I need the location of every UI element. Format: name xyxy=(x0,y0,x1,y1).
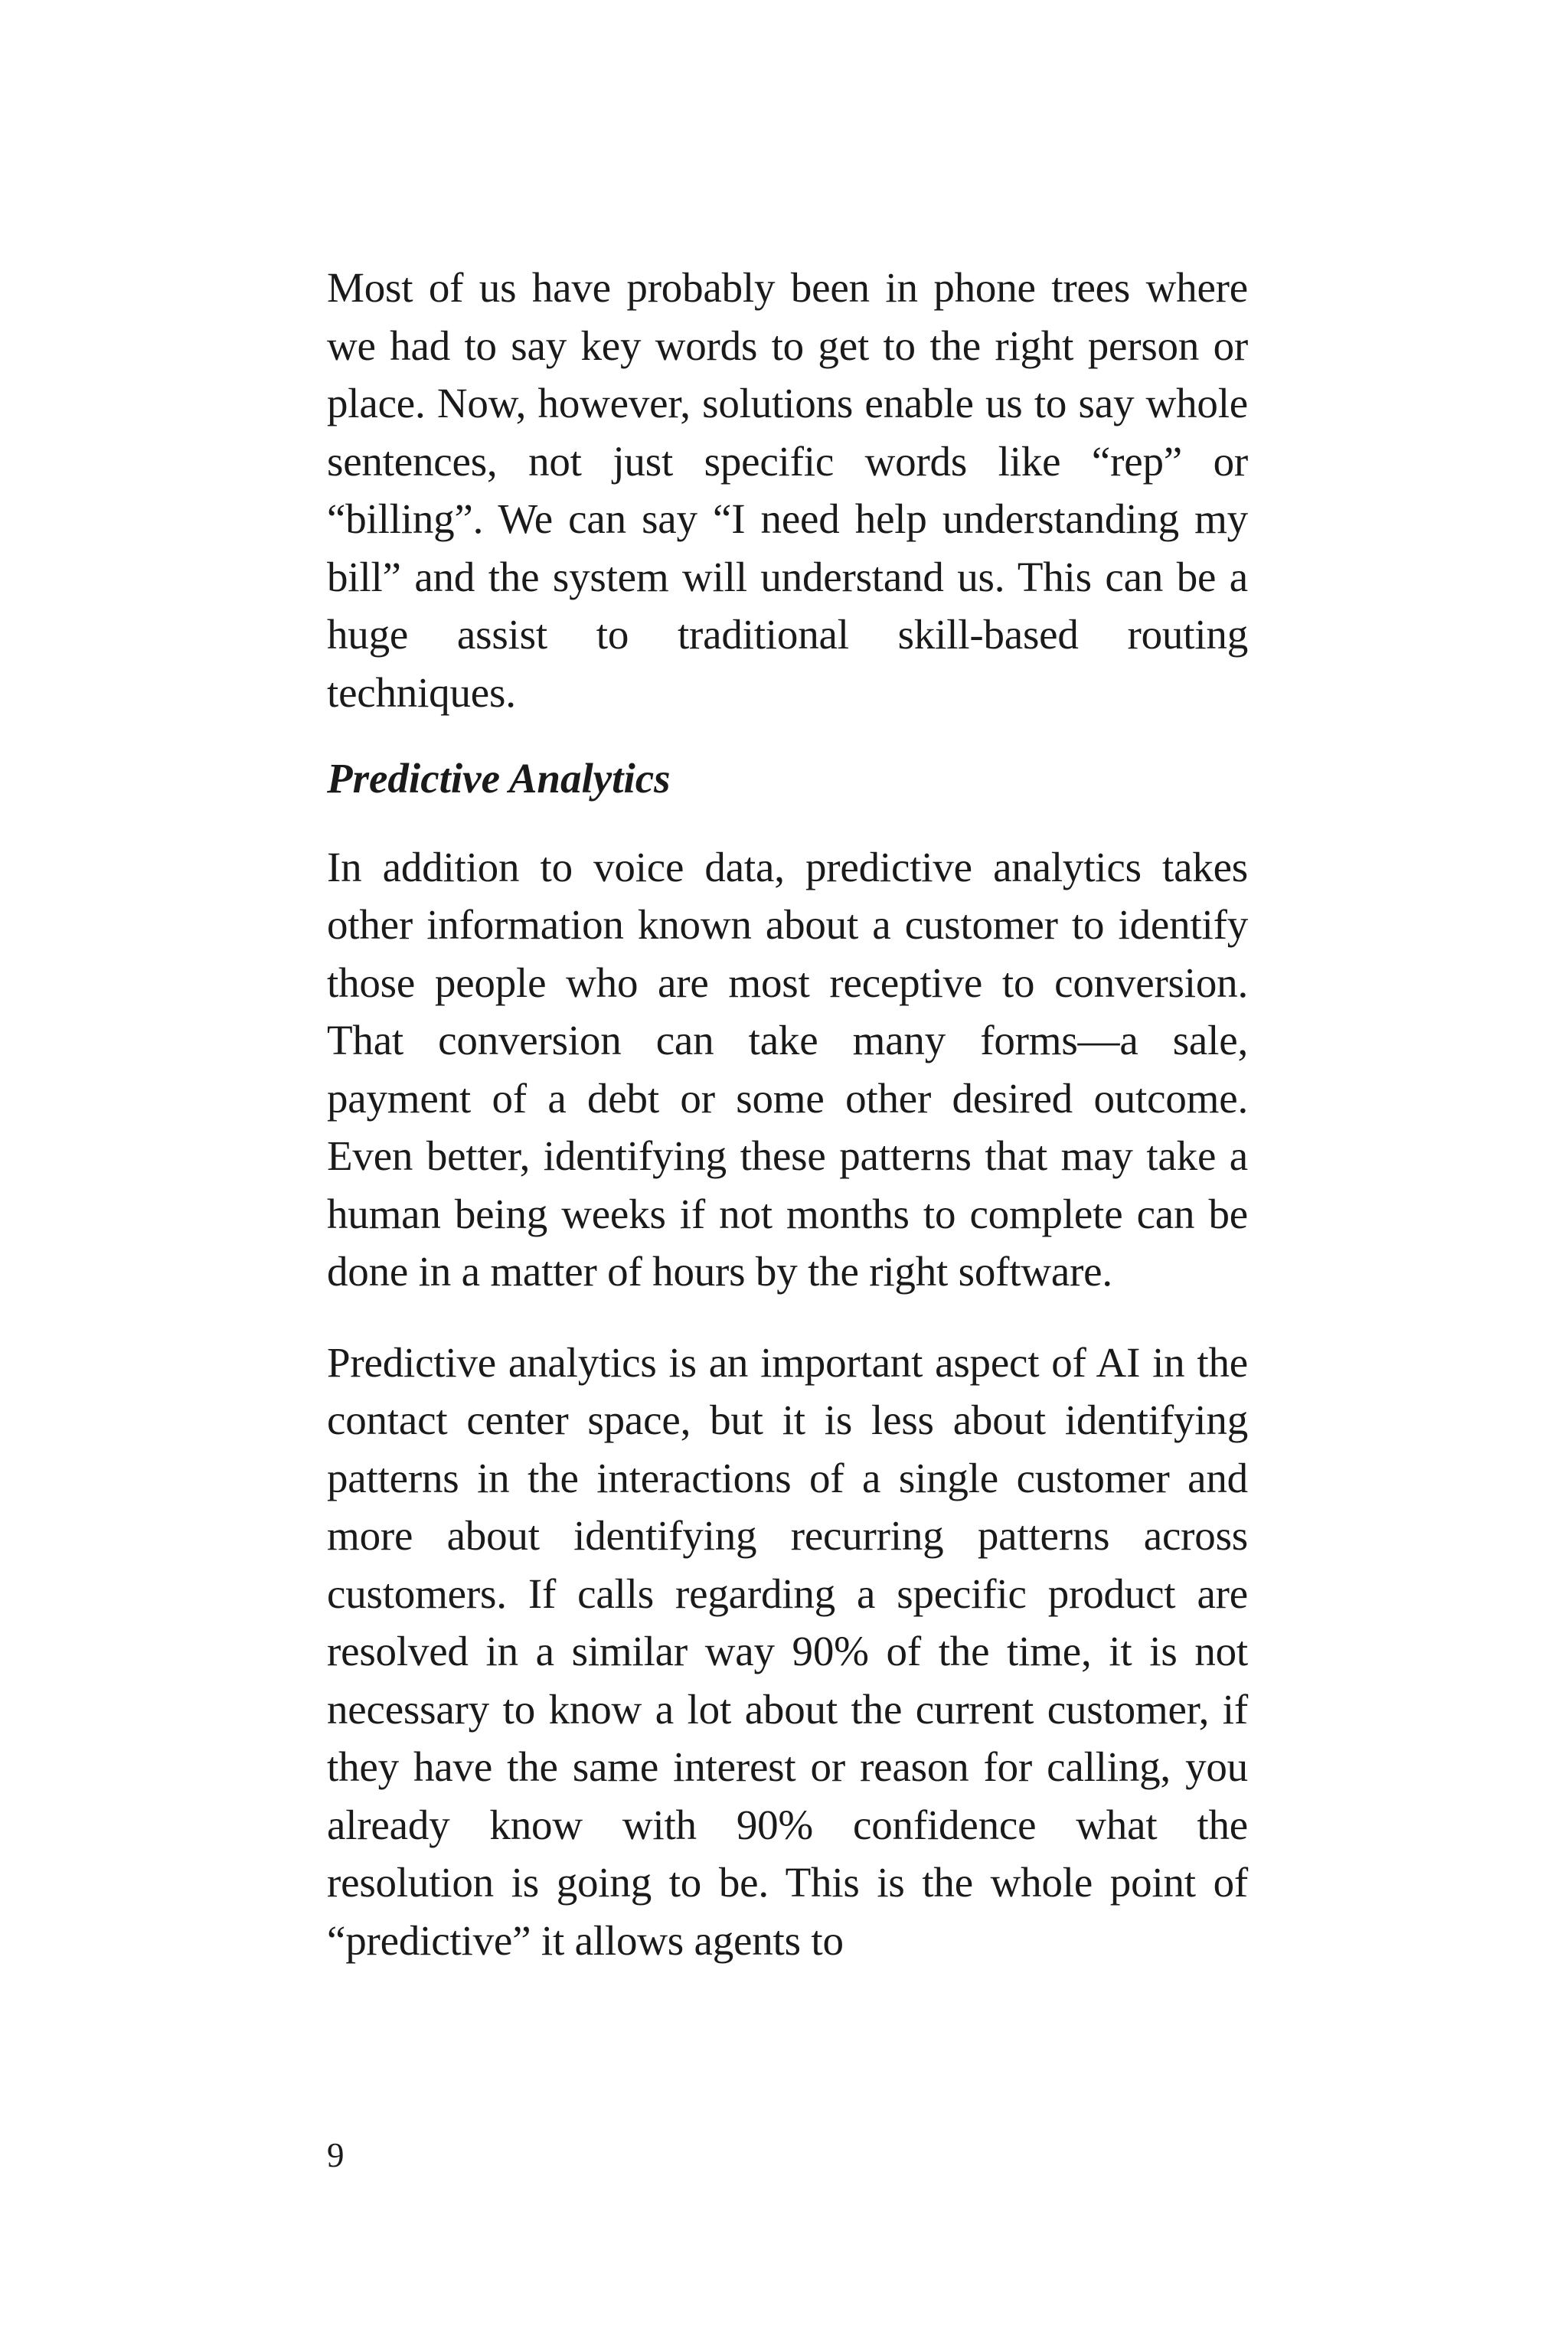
section-heading: Predictive Analytics xyxy=(327,755,671,802)
page-number: 9 xyxy=(327,2136,345,2174)
paragraph-predictive-analytics-intro: In addition to voice data, predictive analytics takes other information known about a customer to identify those people who are most receptive to conversion. That conversion can take many forms—a sale, payment of a debt or some other desired outcome. Even better, identifying these patterns that may take a human being weeks if not months to complete can be done in a matter of hours by the right software. xyxy=(327,843,1248,1295)
page-body xyxy=(327,259,1248,1969)
paragraph-phone-trees: Most of us have probably been in phone trees where we had to say key words to get to the right person or place. Now, however, solutions enable us to say whole sentences, not just specific words like “rep” or “billing”. We can say “I need help understanding my bill” and the system will understand us. This can be a huge assist to traditional skill-based routing techniques. xyxy=(327,264,1248,716)
paragraph-predictive-analytics-patterns: Predictive analytics is an important aspect of AI in the contact center space, but it is less about identifying patterns in the interactions of a single customer and more about identifying recurring patterns across customers. If calls regarding a specific product are resolved in a similar way 90% of the time, it is not necessary to know a lot about the current customer, if they have the same interest or reason for calling, you already know with 90% confidence what the resolution is going to be. This is the whole point of “predictive” it allows agents to xyxy=(327,1338,1248,1964)
